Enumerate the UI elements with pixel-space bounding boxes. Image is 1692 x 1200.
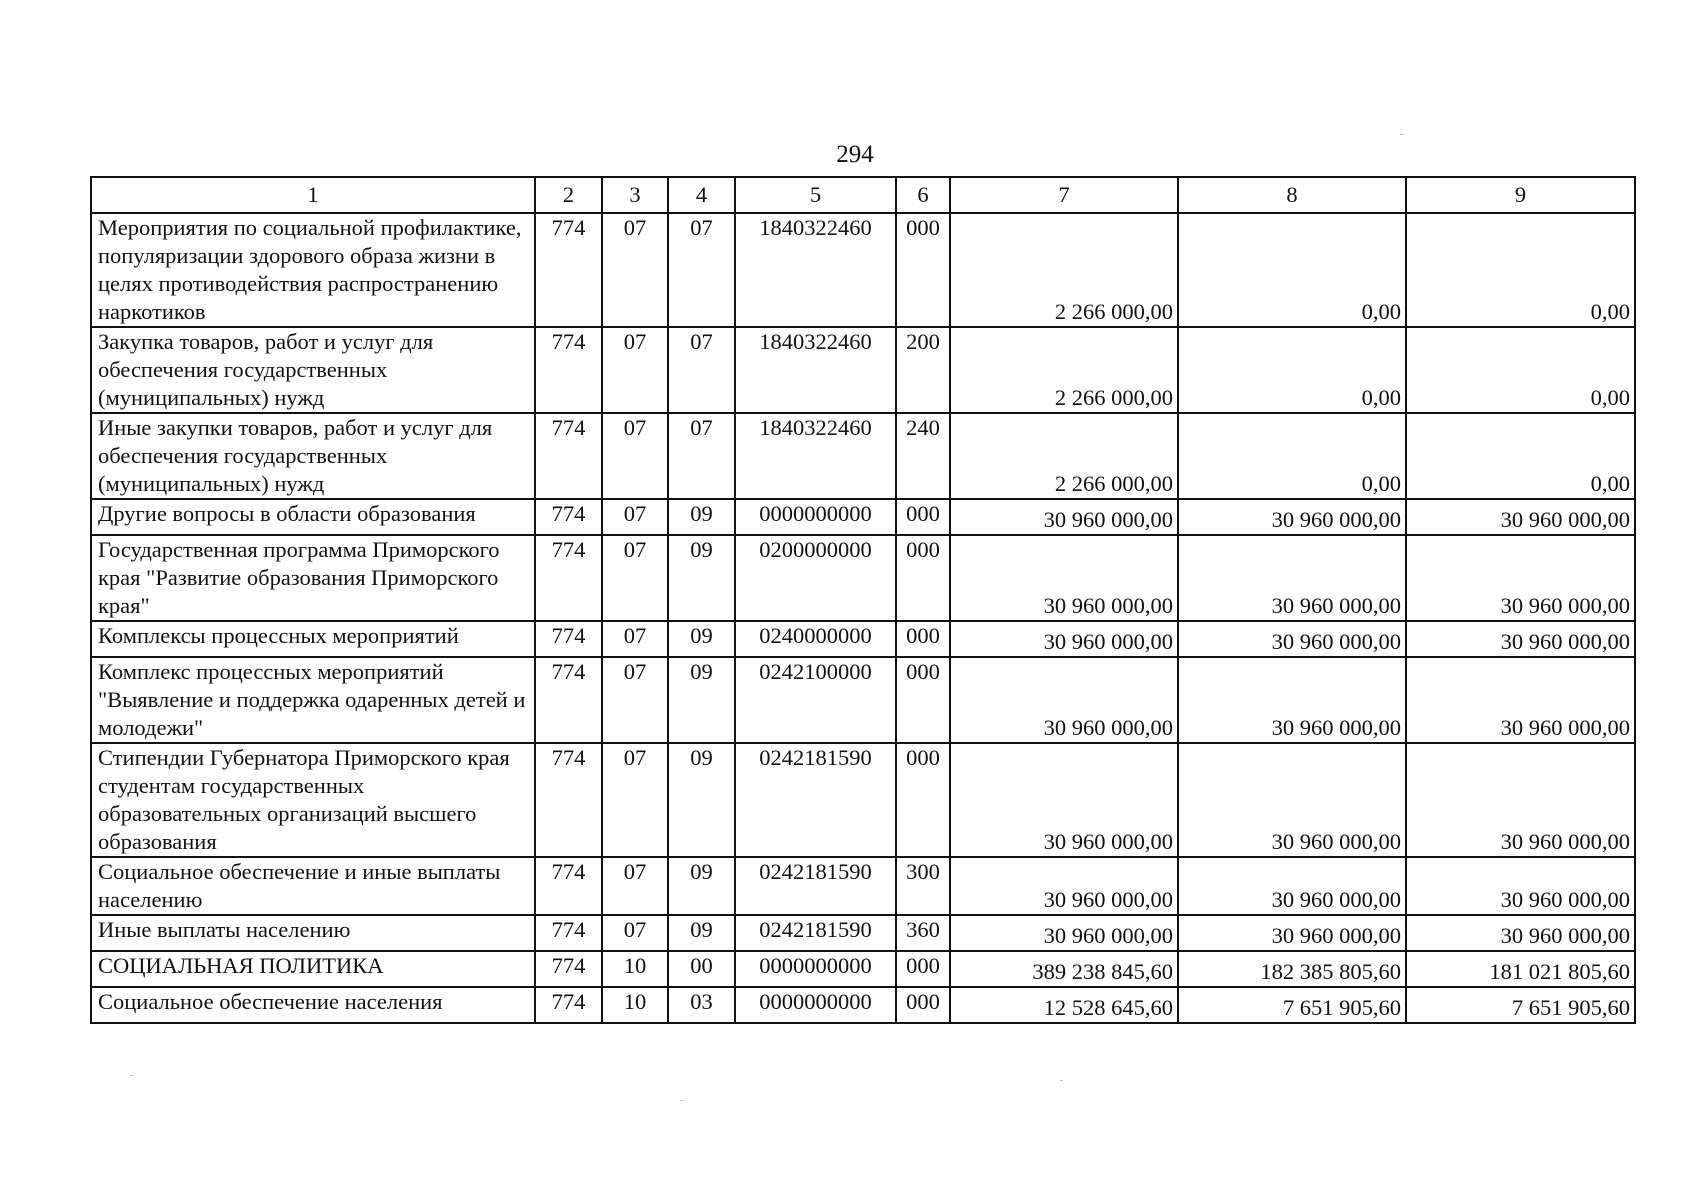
expense-type-code: 240	[896, 413, 950, 499]
chapter-code: 774	[535, 951, 602, 987]
target-article-code: 1840322460	[735, 213, 896, 327]
target-article-code: 0242181590	[735, 857, 896, 915]
table-row	[91, 915, 1635, 951]
chapter-code: 774	[535, 413, 602, 499]
expense-type-code: 360	[896, 915, 950, 951]
table-row	[91, 327, 1635, 413]
expense-type-code: 200	[896, 327, 950, 413]
table-row	[91, 535, 1635, 621]
section-code: 07	[602, 213, 668, 327]
section-code: 07	[602, 535, 668, 621]
column-header-5: 5	[735, 177, 896, 213]
amount-col-9: 0,00	[1406, 413, 1635, 499]
subsection-code: 09	[668, 915, 735, 951]
target-article-code: 0200000000	[735, 535, 896, 621]
amount-col-7: 2 266 000,00	[950, 413, 1178, 499]
target-article-code: 0242100000	[735, 657, 896, 743]
amount-col-8: 30 960 000,00	[1178, 657, 1406, 743]
subsection-code: 07	[668, 327, 735, 413]
section-code: 07	[602, 743, 668, 857]
amount-col-7: 30 960 000,00	[950, 915, 1178, 951]
table-row	[91, 743, 1635, 857]
chapter-code: 774	[535, 857, 602, 915]
column-header-1: 1	[91, 177, 535, 213]
row-name: Мероприятия по социальной профилактике, популяризации здорового образа жизни в целях противодействия распространению наркотиков	[91, 213, 535, 327]
expense-type-code: 000	[896, 743, 950, 857]
section-code: 07	[602, 413, 668, 499]
amount-col-7: 30 960 000,00	[950, 621, 1178, 657]
page-number: 294	[836, 141, 874, 168]
scan-speck	[1400, 134, 1403, 135]
row-name: Социальное обеспечение населения	[91, 987, 535, 1023]
section-code: 07	[602, 857, 668, 915]
amount-col-7: 30 960 000,00	[950, 743, 1178, 857]
subsection-code: 09	[668, 535, 735, 621]
amount-col-7: 389 238 845,60	[950, 951, 1178, 987]
target-article-code: 1840322460	[735, 327, 896, 413]
subsection-code: 09	[668, 743, 735, 857]
amount-col-9: 30 960 000,00	[1406, 915, 1635, 951]
subsection-code: 09	[668, 857, 735, 915]
row-name: Комплексы процессных мероприятий	[91, 621, 535, 657]
subsection-code: 00	[668, 951, 735, 987]
column-header-2: 2	[535, 177, 602, 213]
amount-col-8: 0,00	[1178, 213, 1406, 327]
amount-col-8: 182 385 805,60	[1178, 951, 1406, 987]
target-article-code: 0242181590	[735, 743, 896, 857]
chapter-code: 774	[535, 657, 602, 743]
expense-type-code: 300	[896, 857, 950, 915]
subsection-code: 03	[668, 987, 735, 1023]
row-name: Комплекс процессных мероприятий "Выявление и поддержка одаренных детей и молодежи"	[91, 657, 535, 743]
row-name: СОЦИАЛЬНАЯ ПОЛИТИКА	[91, 951, 535, 987]
section-code: 10	[602, 987, 668, 1023]
table-row	[91, 499, 1635, 535]
table-row	[91, 857, 1635, 915]
table-row	[91, 413, 1635, 499]
amount-col-8: 0,00	[1178, 413, 1406, 499]
target-article-code: 0000000000	[735, 499, 896, 535]
row-name: Закупка товаров, работ и услуг для обеспечения государственных (муниципальных) нужд	[91, 327, 535, 413]
subsection-code: 09	[668, 657, 735, 743]
section-code: 07	[602, 499, 668, 535]
expense-type-code: 000	[896, 621, 950, 657]
expense-type-code: 000	[896, 213, 950, 327]
target-article-code: 0000000000	[735, 951, 896, 987]
row-name: Социальное обеспечение и иные выплаты населению	[91, 857, 535, 915]
target-article-code: 0242181590	[735, 915, 896, 951]
amount-col-9: 30 960 000,00	[1406, 657, 1635, 743]
row-name: Стипендии Губернатора Приморского края студентам государственных образовательных организаций высшего образования	[91, 743, 535, 857]
chapter-code: 774	[535, 743, 602, 857]
column-header-3: 3	[602, 177, 668, 213]
table-row	[91, 621, 1635, 657]
subsection-code: 09	[668, 621, 735, 657]
table-row	[91, 951, 1635, 987]
table-row	[91, 213, 1635, 327]
amount-col-8: 30 960 000,00	[1178, 743, 1406, 857]
chapter-code: 774	[535, 987, 602, 1023]
section-code: 10	[602, 951, 668, 987]
amount-col-9: 30 960 000,00	[1406, 535, 1635, 621]
chapter-code: 774	[535, 213, 602, 327]
section-code: 07	[602, 915, 668, 951]
chapter-code: 774	[535, 535, 602, 621]
header-row	[91, 177, 1635, 213]
row-name: Иные выплаты населению	[91, 915, 535, 951]
amount-col-9: 0,00	[1406, 327, 1635, 413]
section-code: 07	[602, 657, 668, 743]
expense-type-code: 000	[896, 987, 950, 1023]
table-row	[91, 657, 1635, 743]
row-name: Иные закупки товаров, работ и услуг для обеспечения государственных (муниципальных) нужд	[91, 413, 535, 499]
amount-col-9: 30 960 000,00	[1406, 857, 1635, 915]
amount-col-9: 181 021 805,60	[1406, 951, 1635, 987]
budget-table	[90, 176, 1636, 1024]
amount-col-9: 30 960 000,00	[1406, 621, 1635, 657]
chapter-code: 774	[535, 327, 602, 413]
target-article-code: 0240000000	[735, 621, 896, 657]
column-header-8: 8	[1178, 177, 1406, 213]
amount-col-7: 30 960 000,00	[950, 657, 1178, 743]
amount-col-7: 30 960 000,00	[950, 535, 1178, 621]
subsection-code: 07	[668, 413, 735, 499]
amount-col-8: 0,00	[1178, 327, 1406, 413]
amount-col-8: 30 960 000,00	[1178, 915, 1406, 951]
target-article-code: 0000000000	[735, 987, 896, 1023]
amount-col-9: 30 960 000,00	[1406, 743, 1635, 857]
table-row	[91, 987, 1635, 1023]
expense-type-code: 000	[896, 535, 950, 621]
scan-speck	[130, 1075, 133, 1076]
row-name: Государственная программа Приморского края "Развитие образования Приморского края"	[91, 535, 535, 621]
subsection-code: 07	[668, 213, 735, 327]
chapter-code: 774	[535, 915, 602, 951]
amount-col-7: 2 266 000,00	[950, 213, 1178, 327]
chapter-code: 774	[535, 499, 602, 535]
amount-col-7: 30 960 000,00	[950, 857, 1178, 915]
amount-col-9: 0,00	[1406, 213, 1635, 327]
amount-col-8: 7 651 905,60	[1178, 987, 1406, 1023]
amount-col-8: 30 960 000,00	[1178, 857, 1406, 915]
column-header-4: 4	[668, 177, 735, 213]
chapter-code: 774	[535, 621, 602, 657]
scan-speck	[680, 1100, 683, 1101]
amount-col-7: 2 266 000,00	[950, 327, 1178, 413]
expense-type-code: 000	[896, 951, 950, 987]
expense-type-code: 000	[896, 499, 950, 535]
expense-type-code: 000	[896, 657, 950, 743]
target-article-code: 1840322460	[735, 413, 896, 499]
row-name: Другие вопросы в области образования	[91, 499, 535, 535]
amount-col-7: 30 960 000,00	[950, 499, 1178, 535]
amount-col-8: 30 960 000,00	[1178, 499, 1406, 535]
scan-speck	[1060, 1080, 1063, 1081]
amount-col-8: 30 960 000,00	[1178, 535, 1406, 621]
amount-col-7: 12 528 645,60	[950, 987, 1178, 1023]
subsection-code: 09	[668, 499, 735, 535]
amount-col-9: 30 960 000,00	[1406, 499, 1635, 535]
amount-col-8: 30 960 000,00	[1178, 621, 1406, 657]
section-code: 07	[602, 327, 668, 413]
column-header-9: 9	[1406, 177, 1635, 213]
section-code: 07	[602, 621, 668, 657]
amount-col-9: 7 651 905,60	[1406, 987, 1635, 1023]
column-header-7: 7	[950, 177, 1178, 213]
column-header-6: 6	[896, 177, 950, 213]
